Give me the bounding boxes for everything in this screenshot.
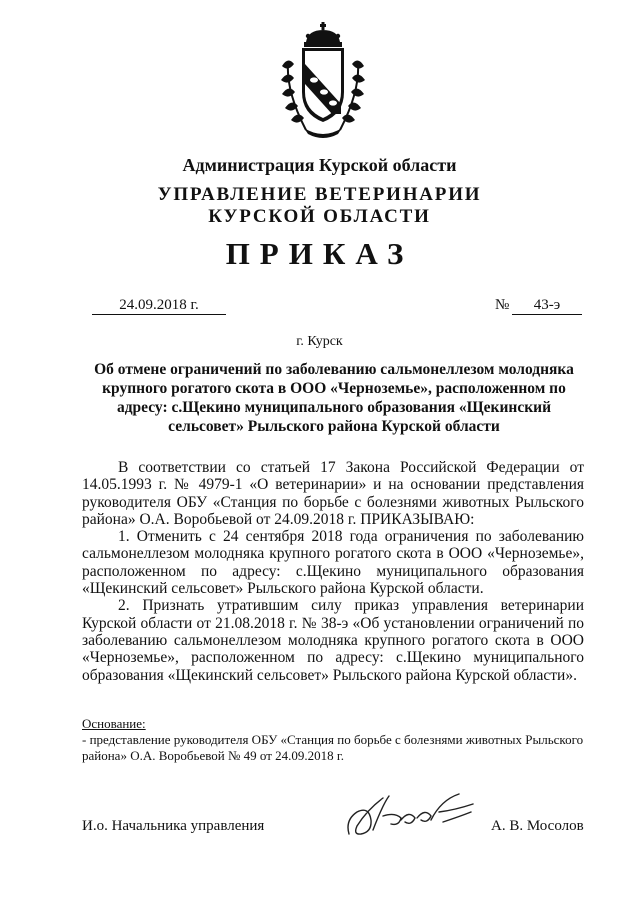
- organization-name: Администрация Курской области: [182, 155, 457, 175]
- document-body: [82, 459, 584, 684]
- coat-of-arms-emblem: [278, 22, 368, 140]
- department-line-1: УПРАВЛЕНИЕ ВЕТЕРИНАРИИ: [157, 184, 482, 205]
- handwritten-signature: [343, 790, 478, 842]
- document-title: Об отмене ограничений по заболеванию сальмонеллезом молодняка крупного рогатого скота в ООО «Черноземье», расположенном по адресу: с.Щекино муниципального образования «Щекинский сельсовет» Рыльского района Курской области: [94, 361, 574, 435]
- body-item-1: 1. Отменить с 24 сентября 2018 года ограничения по заболеванию сальмонеллезом молодняка крупного рогатого скота в ООО «Черноземье», расположенном по адресу: с.Щекино муниципального образования «Щекинский сельсовет» Рыльского района Курской области.: [82, 528, 584, 598]
- signatory-name: А. В. Мосолов: [491, 818, 584, 834]
- document-type-heading: ПРИКАЗ: [225, 236, 414, 271]
- basis-section: [82, 716, 592, 764]
- document-city: г. Курск: [296, 334, 343, 349]
- basis-label: Основание:: [82, 716, 146, 731]
- body-item-2: 2. Признать утратившим силу приказ управления ветеринарии Курской области от 21.08.2018 г. № 38-э «Об установлении ограничений по заболеванию сальмонеллезом молодняка крупного рогатого скота в ООО «Черноземье», расположенном по адресу: с.Щекино муниципального образования «Щекинский сельсовет» Рыльского района Курской области».: [82, 597, 584, 684]
- department-name: [0, 184, 639, 228]
- document-number: 43-э: [512, 296, 582, 315]
- basis-text: - представление руководителя ОБУ «Станция по борьбе с болезнями животных Рыльского района» О.А. Воробьевой № 49 от 24.09.2018 г.: [82, 732, 584, 763]
- body-intro-paragraph: В соответствии со статьей 17 Закона Российской Федерации от 14.05.1993 г. № 4979-1 «О ветеринарии» и на основании представления руководителя ОБУ «Станция по борьбе с болезнями животных Рыльского района» О.А. Воробьевой от 24.09.2018 г. ПРИКАЗЫВАЮ:: [82, 459, 584, 528]
- department-line-2: КУРСКОЙ ОБЛАСТИ: [208, 206, 431, 227]
- document-number-label: №: [495, 297, 510, 313]
- signatory-position: И.о. Начальника управления: [82, 818, 265, 834]
- document-date: 24.09.2018 г.: [92, 296, 226, 315]
